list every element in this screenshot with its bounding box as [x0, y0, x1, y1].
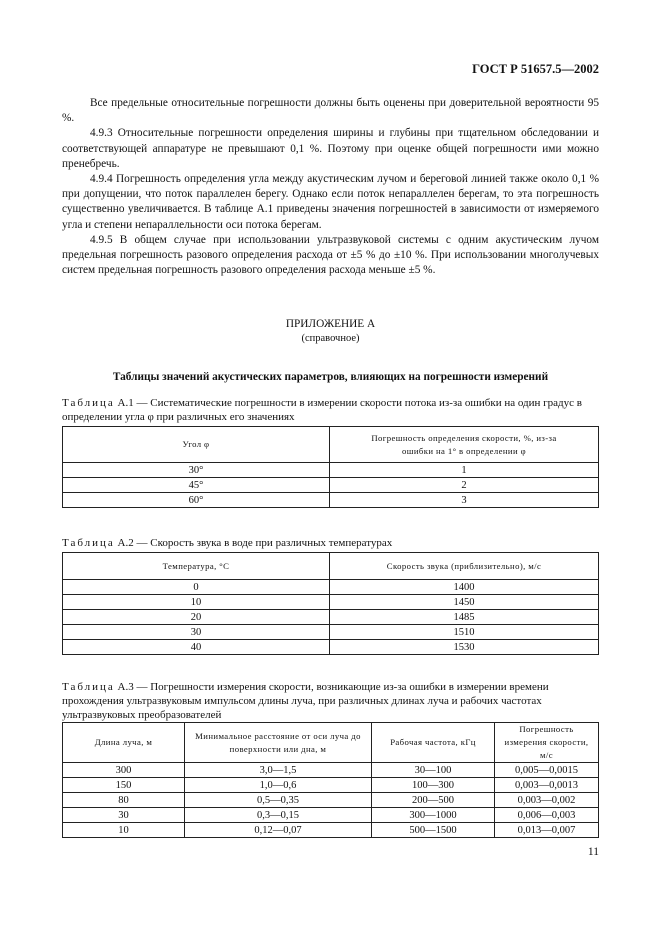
- table-cell: 10: [63, 595, 330, 610]
- table-label: Таблица: [62, 681, 115, 693]
- table-row: [63, 763, 599, 778]
- table-cell: 60°: [63, 493, 330, 508]
- table-cell: 0,3—0,15: [185, 808, 372, 823]
- appendix-title: ПРИЛОЖЕНИЕ А: [285, 318, 376, 330]
- paragraph: Все предельные относительные погрешности должны быть оценены при доверительной вероятности 95 %.: [62, 97, 599, 125]
- page-number: 11: [587, 846, 599, 858]
- table1-caption: [62, 396, 599, 424]
- table-cell: 0: [63, 580, 330, 595]
- table-row: [63, 610, 599, 625]
- table-cell: 1: [330, 463, 599, 478]
- table-row: [63, 640, 599, 655]
- table-cell: 1485: [330, 610, 599, 625]
- table-cell: 500—1500: [372, 823, 495, 838]
- table2-caption: [62, 536, 599, 550]
- table-cell: 80: [63, 793, 185, 808]
- table-label: Таблица: [62, 397, 115, 409]
- document-header: ГОСТ Р 51657.5—2002: [472, 62, 599, 76]
- table-cell: 30°: [63, 463, 330, 478]
- table-cell: 0,003—0,0013: [495, 778, 599, 793]
- column-header: Рабочая частота, кГц: [372, 723, 495, 763]
- table-cell: 1,0—0,6: [185, 778, 372, 793]
- table-cell: 300—1000: [372, 808, 495, 823]
- table-cell: 1400: [330, 580, 599, 595]
- appendix-subtitle: (справочное): [301, 333, 360, 344]
- body-text: [62, 96, 599, 278]
- column-header: Погрешность измерения скорости, м/с: [495, 723, 599, 763]
- table-cell: 200—500: [372, 793, 495, 808]
- table-cell: 300: [63, 763, 185, 778]
- table-row: [63, 580, 599, 595]
- table-row: [63, 808, 599, 823]
- table-cell: 40: [63, 640, 330, 655]
- table-cell: 45°: [63, 478, 330, 493]
- paragraph: 4.9.4 Погрешность определения угла между акустическим лучом и береговой линией также около 0,1 % при допущении, что поток параллелен берегу. Однако если поток непараллелен берегам, то эта погрешность существенно увеличивается. В таблице А.1 приведены значения погрешностей в зависимости от измеряемого угла и степени непараллельности оси потока берегам.: [62, 173, 599, 231]
- table-row: [63, 463, 599, 478]
- table-a3: [62, 722, 599, 838]
- caption-text: А.3 — Погрешности измерения скорости, возникающие из-за ошибки в измерении времени прохождения ультразвуковым импульсом длины луча, при различных длинах луча и рабочих частотах ультразвуковых преобразователей: [62, 681, 549, 721]
- table-row: [63, 625, 599, 640]
- table-row: [63, 595, 599, 610]
- section-title: Таблицы значений акустических параметров, влияющих на погрешности измерений: [112, 371, 549, 383]
- table-label: Таблица: [62, 537, 115, 549]
- table-cell: 20: [63, 610, 330, 625]
- column-header: Температура, °С: [63, 553, 330, 580]
- table-cell: 30: [63, 625, 330, 640]
- column-header: Скорость звука (приблизительно), м/с: [330, 553, 599, 580]
- table-cell: 3,0—1,5: [185, 763, 372, 778]
- caption-text: А.2 — Скорость звука в воде при различных температурах: [117, 537, 393, 549]
- table-cell: 10: [63, 823, 185, 838]
- table-cell: 1530: [330, 640, 599, 655]
- table-cell: 0,12—0,07: [185, 823, 372, 838]
- table-cell: 0,5—0,35: [185, 793, 372, 808]
- table-cell: 30: [63, 808, 185, 823]
- table-a2: [62, 552, 599, 655]
- table-cell: 100—300: [372, 778, 495, 793]
- table-cell: 0,005—0,0015: [495, 763, 599, 778]
- table-cell: 0,013—0,007: [495, 823, 599, 838]
- table-cell: 1450: [330, 595, 599, 610]
- table3-caption: [62, 680, 599, 722]
- table-cell: 1510: [330, 625, 599, 640]
- table-row: [63, 793, 599, 808]
- column-header: Погрешность определения скорости, %, из-за ошибки на 1° в определении φ: [330, 427, 599, 463]
- column-header: Минимальное расстояние от оси луча до поверхности или дна, м: [185, 723, 372, 763]
- table-cell: 0,003—0,002: [495, 793, 599, 808]
- table-row: [63, 778, 599, 793]
- paragraph: 4.9.3 Относительные погрешности определения ширины и глубины при тщательном обследовании и соответствующей аппаратуре не превышают 0,1 %. Поэтому при оценке общей погрешности ими можно пренебречь.: [62, 127, 599, 170]
- table-cell: 0,006—0,003: [495, 808, 599, 823]
- paragraph: 4.9.5 В общем случае при использовании ультразвуковой системы с одним акустическим лучом предельная погрешность разового определения расхода от ±5 % до ±10 %. При использовании многолучевых систем предельная погрешность разового определения расхода меньше ±5 %.: [62, 233, 599, 277]
- table-row: [63, 478, 599, 493]
- column-header: Длина луча, м: [63, 723, 185, 763]
- table-cell: 3: [330, 493, 599, 508]
- table-row: [63, 493, 599, 508]
- table-cell: 30—100: [372, 763, 495, 778]
- table-row: [63, 823, 599, 838]
- caption-text: А.1 — Систематические погрешности в измерении скорости потока из-за ошибки на один градус в определении угла φ при различных его значениях: [62, 397, 582, 423]
- table-a1: [62, 426, 599, 508]
- table-cell: 2: [330, 478, 599, 493]
- table-cell: 150: [63, 778, 185, 793]
- column-header: Угол φ: [63, 427, 330, 463]
